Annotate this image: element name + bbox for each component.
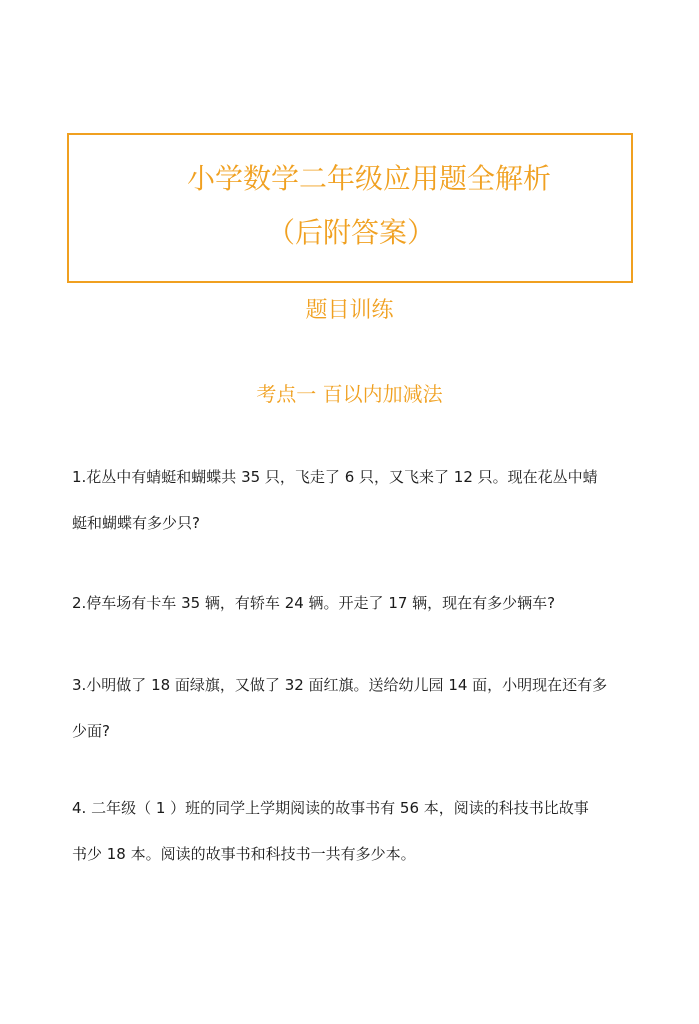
question-line: 书少 18 本。阅读的故事书和科技书一共有多少本。	[72, 845, 416, 863]
question-1	[72, 466, 632, 534]
document-subtitle: （后附答案）	[267, 216, 436, 249]
title-box	[67, 133, 633, 283]
question-line: 蜓和蝴蝶有多少只?	[72, 514, 200, 532]
question-line: 2.停车场有卡车 35 辆，有轿车 24 辆。开走了 17 辆，现在有多少辆车?	[72, 594, 556, 612]
question-2	[72, 592, 632, 614]
question-line: 3.小明做了 18 面绿旗，又做了 32 面红旗。送给幼儿园 14 面，小明现在还有多	[72, 676, 608, 694]
section-title: 题目训练	[305, 298, 394, 323]
question-4	[72, 797, 632, 865]
document-title: 小学数学二年级应用题全解析	[187, 162, 552, 195]
question-line: 少面?	[72, 722, 110, 740]
subsection-title: 考点一 百以内加减法	[256, 382, 443, 406]
question-line: 4. 二年级（ 1 ）班的同学上学期阅读的故事书有 56 本，阅读的科技书比故事	[72, 799, 589, 817]
question-line: 1.花丛中有蜻蜓和蝴蝶共 35 只，飞走了 6 只，又飞来了 12 只。现在花丛中蜻	[72, 468, 598, 486]
question-3	[72, 674, 632, 742]
